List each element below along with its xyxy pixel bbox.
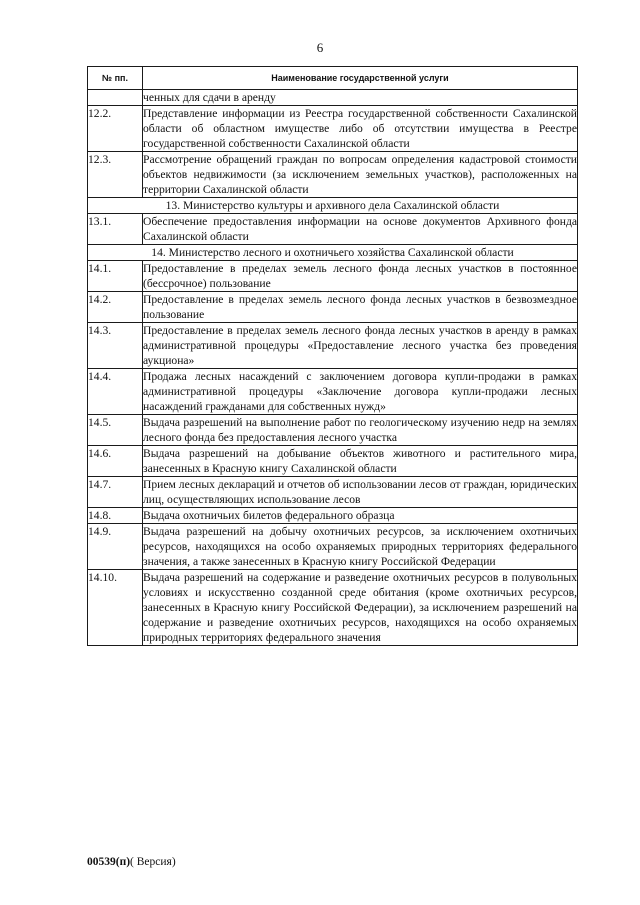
row-number: 13.1. <box>88 214 143 245</box>
row-number: 14.9. <box>88 524 143 570</box>
table-row <box>88 477 578 508</box>
row-service-name: Предоставление в пределах земель лесного фонда лесных участков в безвозмездное пользование <box>143 293 577 321</box>
rows-block-1 <box>88 106 578 198</box>
rows-block-3 <box>88 261 578 646</box>
row-number: 12.3. <box>88 152 143 198</box>
row-service-name: Выдача разрешений на содержание и разведение охотничьих ресурсов в полувольных условиях и искусственно созданной среде обитания (кроме охотничьих ресурсов, занесенных в Красную книгу Российской Федерации), за исключением разрешений на содержание и разведение охотничьих ресурсов, находящихся на особо охраняемых природных территориях федерального значения <box>143 571 577 644</box>
row-number: 14.4. <box>88 369 143 415</box>
section-title-14: 14. Министерство лесного и охотничьего хозяйства Сахалинской области <box>88 245 578 261</box>
row-number: 12.2. <box>88 106 143 152</box>
table-row <box>88 323 578 369</box>
section-row-13 <box>88 198 578 214</box>
header-num: № пп. <box>88 67 143 90</box>
table-row <box>88 261 578 292</box>
table-row <box>88 508 578 524</box>
row-service-name: Предоставление в пределах земель лесного фонда лесных участков в аренду в рамках административной процедуры «Предоставление лесного участка без проведения аукциона» <box>143 324 577 367</box>
row-service-name: Обеспечение предоставления информации на основе документов Архивного фонда Сахалинской области <box>143 215 577 243</box>
row-service-name: Рассмотрение обращений граждан по вопросам определения кадастровой стоимости объектов недвижимости (за исключением земельных участков), расположенных на территории Сахалинской области <box>143 153 577 196</box>
row-service-name: Прием лесных деклараций и отчетов об использовании лесов от граждан, юридических лиц, осуществляющих использование лесов <box>143 478 577 506</box>
table-row <box>88 446 578 477</box>
header-name: Наименование государственной услуги <box>143 67 578 90</box>
row-service-name: Представление информации из Реестра государственной собственности Сахалинской области об областном имуществе либо об отсутствии имущества в Реестре государственной собственности Сахалинской области <box>143 107 577 150</box>
table-row <box>88 214 578 245</box>
footer-version: ( Версия) <box>130 856 176 868</box>
row-number: 14.6. <box>88 446 143 477</box>
page-number: 6 <box>316 40 324 55</box>
table-row <box>88 524 578 570</box>
row-service-name: Продажа лесных насаждений с заключением договора купли-продажи в рамках административной процедуры «Заключение договора купли-продажи лесных насаждений гражданами для собственных нужд» <box>143 370 577 413</box>
row-service-name: Выдача охотничьих билетов федерального образца <box>143 508 578 524</box>
section-title-13: 13. Министерство культуры и архивного дела Сахалинской области <box>88 198 578 214</box>
table-row <box>88 415 578 446</box>
table-row <box>88 292 578 323</box>
row-number: 14.10. <box>88 570 143 646</box>
row-number: 14.1. <box>88 261 143 292</box>
services-table <box>87 66 578 646</box>
footer-code: 00539(п) <box>87 856 131 868</box>
rows-block-2 <box>88 214 578 245</box>
table-row <box>88 106 578 152</box>
table-row <box>88 369 578 415</box>
continuation-num <box>88 90 143 106</box>
continuation-text: ченных для сдачи в аренду <box>143 90 578 106</box>
row-number: 14.2. <box>88 292 143 323</box>
continuation-row <box>88 90 578 106</box>
row-service-name: Выдача разрешений на добычу охотничьих ресурсов, за исключением охотничьих ресурсов, находящихся на особо охраняемых природных территориях федерального значения, а также занесенных в Красную книгу Российской Федерации <box>143 525 577 568</box>
footer <box>87 856 176 868</box>
row-number: 14.5. <box>88 415 143 446</box>
row-number: 14.3. <box>88 323 143 369</box>
section-row-14 <box>88 245 578 261</box>
row-service-name: Выдача разрешений на выполнение работ по геологическому изучению недр на землях лесного фонда без предоставления лесного участка <box>143 416 577 444</box>
row-service-name: Предоставление в пределах земель лесного фонда лесных участков в постоянное (бессрочное) пользование <box>143 262 577 290</box>
table-header-row <box>88 67 578 90</box>
table-row <box>88 152 578 198</box>
row-number: 14.7. <box>88 477 143 508</box>
table-row <box>88 570 578 646</box>
row-service-name: Выдача разрешений на добывание объектов животного и растительного мира, занесенных в Красную книгу Сахалинской области <box>143 447 577 475</box>
row-number: 14.8. <box>88 508 143 524</box>
